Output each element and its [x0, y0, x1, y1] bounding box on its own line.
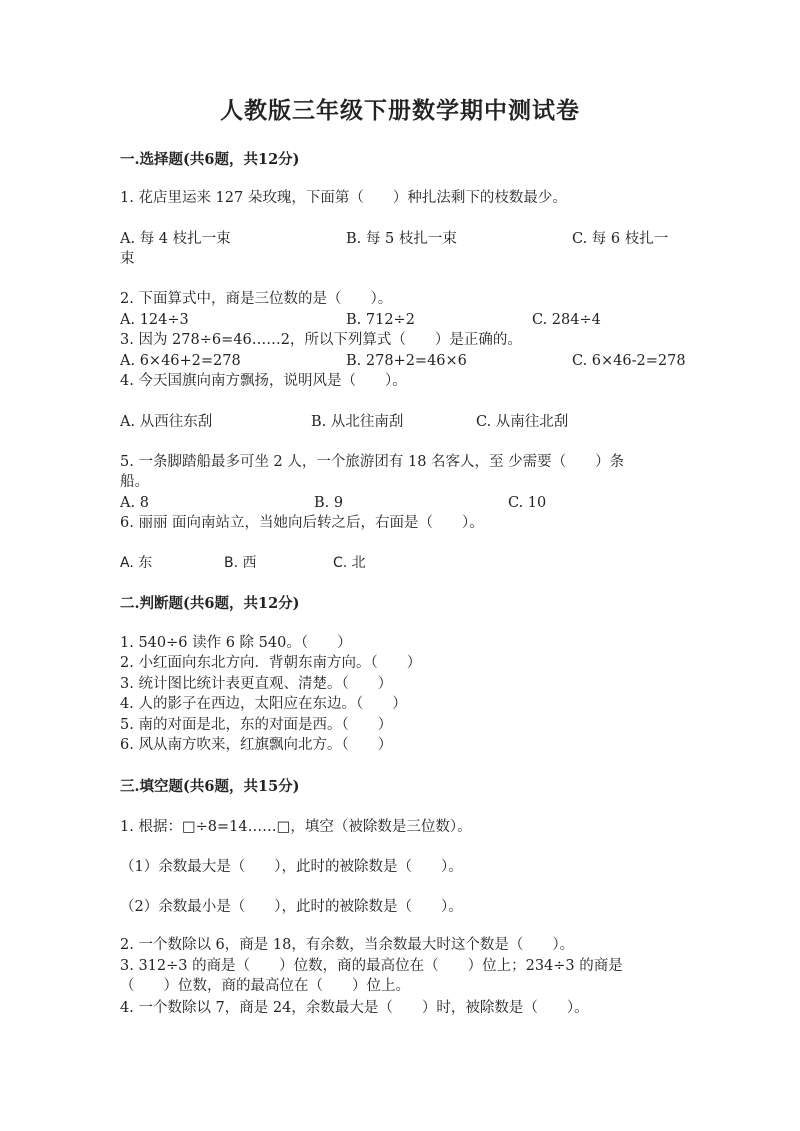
fill-q2: 2. 一个数除以 6，商是 18，有余数，当余数最大时这个数是（ ）。	[120, 937, 575, 953]
fill-q1-part1: （1）余数最大是（ ），此时的被除数是（ ）。	[120, 859, 463, 875]
q2-option-c: C. 284÷4	[532, 312, 601, 328]
fill-q4: 4. 一个数除以 7，商是 24，余数最大是（ ）时，被除数是（ ）。	[120, 1000, 589, 1016]
fill-q1: 1. 根据：□÷8=14……□，填空（被除数是三位数）。	[120, 819, 472, 835]
section-heading-choice: 一.选择题(共6题，共12分)	[120, 151, 300, 168]
q1-option-c-cont: 束	[120, 251, 135, 267]
fill-q1-part2: （2）余数最小是（ ），此时的被除数是（ ）。	[120, 899, 463, 915]
q3-option-c: C. 6×46-2=278	[572, 353, 686, 369]
q3-option-a: A. 6×46+2=278	[120, 353, 241, 369]
q4-option-a: A. 从西往东刮	[120, 414, 213, 430]
judge-item: 4. 人的影子在西边，太阳应在东边。（ ）	[120, 696, 407, 712]
q1-option-b: B. 每 5 枝扎一束	[346, 231, 457, 247]
judge-item: 5. 南的对面是北，东的对面是西。（ ）	[120, 717, 393, 733]
q6-option-b: B. 西	[224, 555, 257, 571]
judge-item: 3. 统计图比统计表更直观、清楚。（ ）	[120, 676, 393, 692]
q6-stem: 6. 丽丽 面向南站立，当她向后转之后，右面是（ ）。	[120, 515, 484, 531]
section-heading-fill: 三.填空题(共6题，共15分)	[120, 778, 300, 795]
q4-option-b: B. 从北往南刮	[311, 414, 404, 430]
section-heading-judge: 二.判断题(共6题，共12分)	[120, 595, 300, 612]
q1-stem: 1. 花店里运来 127 朵玫瑰，下面第（ ）种扎法剩下的枝数最少。	[120, 190, 567, 206]
judge-item: 1. 540÷6 读作 6 除 540。（ ）	[120, 635, 352, 651]
q5-option-c: C. 10	[508, 495, 547, 511]
judge-item: 2. 小红面向东北方向．背朝东南方向。（ ）	[120, 655, 422, 671]
q6-option-a: A. 东	[120, 555, 153, 571]
q4-stem: 4. 今天国旗向南方飘扬，说明风是（ ）。	[120, 373, 407, 389]
q5-option-b: B. 9	[314, 495, 344, 511]
fill-q3-cont: （ ）位数，商的最高位在（ ）位上。	[120, 978, 410, 994]
fill-q3: 3. 312÷3 的商是（ ）位数，商的最高位在（ ）位上；234÷3 的商是	[120, 958, 623, 974]
q3-option-b: B. 278+2=46×6	[346, 353, 467, 369]
q5-option-a: A. 8	[120, 495, 149, 511]
q5-stem-cont: 船。	[120, 474, 149, 490]
q2-option-b: B. 712÷2	[346, 312, 415, 328]
q1-option-c: C. 每 6 枝扎一	[572, 231, 669, 247]
q2-option-a: A. 124÷3	[120, 312, 189, 328]
q3-stem: 3. 因为 278÷6=46……2，所以下列算式（ ）是正确的。	[120, 332, 522, 348]
q5-stem: 5. 一条脚踏船最多可坐 2 人，一个旅游团有 18 名客人，至 少需要（ ）条	[120, 454, 625, 470]
q4-option-c: C. 从南往北刮	[476, 414, 569, 430]
page-title: 人教版三年级下册数学期中测试卷	[220, 97, 580, 124]
q6-option-c: C. 北	[333, 555, 366, 571]
judge-item: 6. 风从南方吹来，红旗飘向北方。（ ）	[120, 737, 393, 753]
q1-option-a: A. 每 4 枝扎一束	[120, 231, 231, 247]
q2-stem: 2. 下面算式中，商是三位数的是（ ）。	[120, 291, 393, 307]
